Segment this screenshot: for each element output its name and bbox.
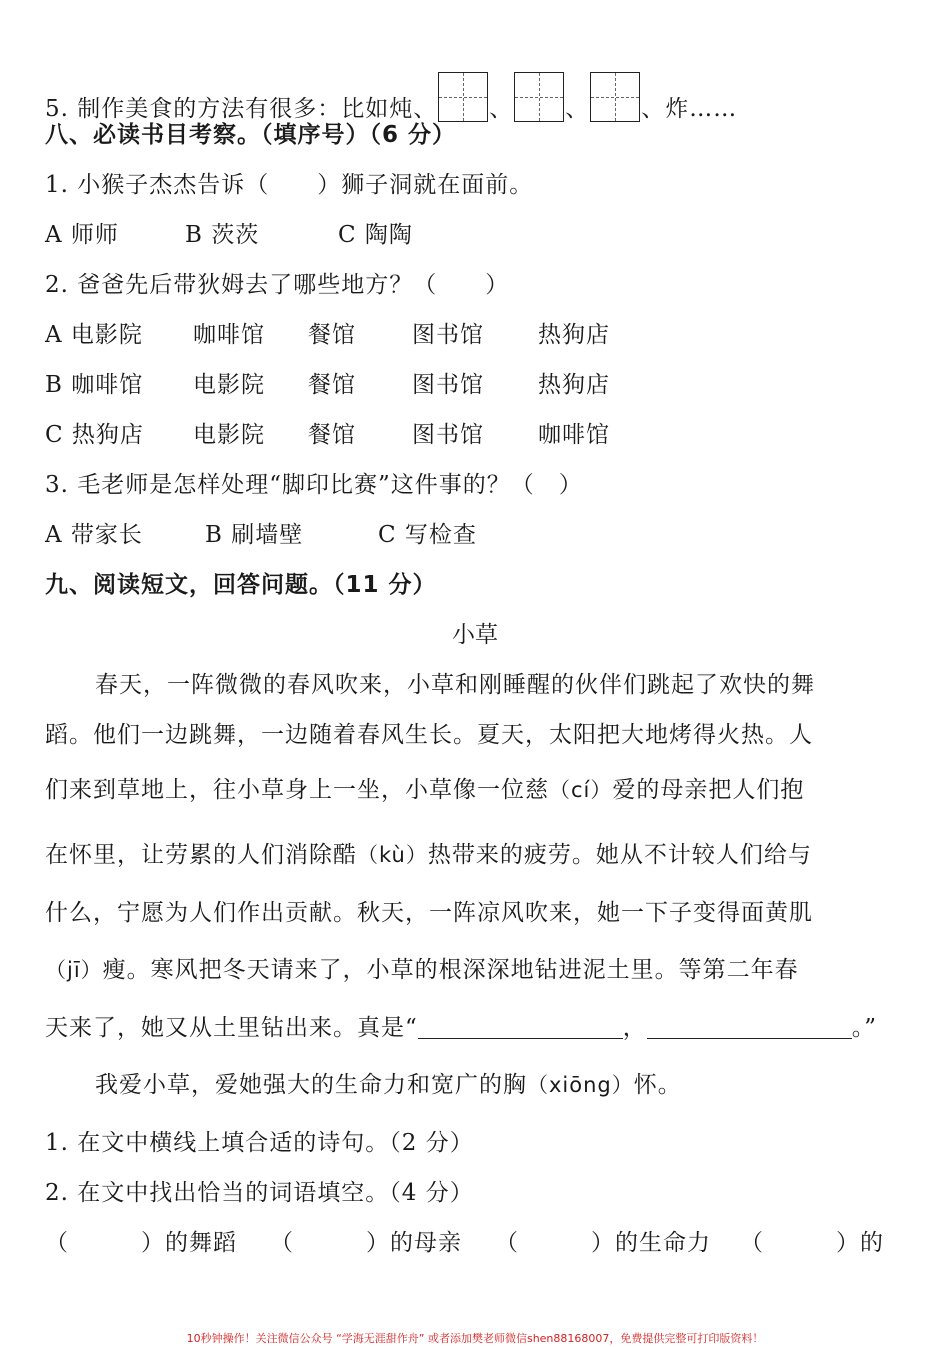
poem-blank-2[interactable]	[647, 1014, 852, 1039]
passage-line: 什么，宁愿为人们作出贡献。秋天，一阵凉风吹来，她一下子变得面黄肌	[45, 900, 813, 926]
fill-blank-mother[interactable]: （ ）的母亲	[270, 1230, 462, 1256]
passage-line: 蹈。他们一边跳舞，一边随着春风生长。夏天，太阳把大地烤得火热。人	[45, 722, 813, 748]
q5-suffix: 、炸……	[641, 96, 738, 122]
s8-q3-option-c[interactable]: C 写检查	[378, 522, 477, 548]
pinyin-xiong: （xiōng）	[527, 1073, 634, 1097]
s8-q2-cell: 图书馆	[412, 372, 484, 398]
question-5	[45, 72, 737, 124]
s8-q2-cell: 热狗店	[538, 322, 610, 348]
s8-q2-cell: B 咖啡馆	[45, 372, 144, 398]
passage-line: 我爱小草，爱她强大的生命力和宽广的胸（xiōng）怀。	[95, 1072, 682, 1098]
poem-blank-1[interactable]	[418, 1014, 623, 1039]
fill-blank-4[interactable]: （ ）的	[740, 1230, 884, 1256]
s9-question-1: 1. 在文中横线上填合适的诗句。（2 分）	[45, 1130, 474, 1156]
s8-q2-cell: 电影院	[193, 372, 265, 398]
s8-q2-cell: 餐馆	[308, 372, 356, 398]
passage-line: 在怀里，让劳累的人们消除酷（kù）热带来的疲劳。她从不计较人们给与	[45, 842, 812, 868]
q5-prefix: 5. 制作美食的方法有很多：比如炖、	[45, 96, 438, 122]
q5-sep: 、	[489, 96, 514, 122]
s9-question-2: 2. 在文中找出恰当的词语填空。（4 分）	[45, 1180, 474, 1206]
s8-q3-option-b[interactable]: B 刷墙壁	[205, 522, 304, 548]
s8-q1-option-a[interactable]: A 师师	[45, 222, 119, 248]
s8-q2-cell: 电影院	[193, 422, 265, 448]
s8-q1-option-b[interactable]: B 茨茨	[185, 222, 260, 248]
section-8-heading: 八、必读书目考察。（填序号）（6 分）	[45, 122, 457, 148]
passage-line: 们来到草地上，往小草身上一坐，小草像一位慈（cí）爱的母亲把人们抱	[45, 777, 805, 803]
pinyin-ji: （jī）	[45, 958, 103, 982]
pinyin-ci: （cí）	[549, 778, 613, 802]
passage-line: 天来了，她又从土里钻出来。真是“ ， 。”	[45, 1015, 878, 1041]
s8-q2-cell: 热狗店	[538, 372, 610, 398]
s8-question-2: 2. 爸爸先后带狄姆去了哪些地方？（ ）	[45, 272, 510, 298]
passage-title: 小草	[452, 622, 498, 648]
s8-q2-cell: 餐馆	[308, 422, 356, 448]
s8-q2-cell: 图书馆	[412, 422, 484, 448]
pinyin-ku: （kù）	[357, 843, 428, 867]
s8-q2-cell: 图书馆	[412, 322, 484, 348]
passage-line: （jī）瘦。寒风把冬天请来了，小草的根深深地钻进泥土里。等第二年春	[45, 957, 799, 983]
s8-q2-cell: 咖啡馆	[193, 322, 265, 348]
s8-question-3: 3. 毛老师是怎样处理“脚印比赛”这件事的？（ ）	[45, 472, 583, 498]
s8-q2-cell: 咖啡馆	[538, 422, 610, 448]
passage-line: 春天，一阵微微的春风吹来，小草和刚睡醒的伙伴们跳起了欢快的舞	[95, 672, 815, 698]
q5-sep: 、	[565, 96, 590, 122]
char-box[interactable]	[514, 72, 564, 122]
s8-q2-cell: C 热狗店	[45, 422, 144, 448]
section-9-heading: 九、阅读短文，回答问题。（11 分）	[45, 572, 437, 598]
s8-question-1: 1. 小猴子杰杰告诉（ ）狮子洞就在面前。	[45, 172, 534, 198]
fill-blank-dance[interactable]: （ ）的舞蹈	[45, 1230, 237, 1256]
footer-notice: 10秒钟操作！关注微信公众号 “学海无涯甜作舟” 或者添加樊老师微信shen88168007，免费提供完整可打印版资料！	[186, 1332, 764, 1345]
s8-q2-cell: A 电影院	[45, 322, 143, 348]
s8-q1-option-c[interactable]: C 陶陶	[338, 222, 413, 248]
char-box[interactable]	[438, 72, 488, 122]
fill-blank-vitality[interactable]: （ ）的生命力	[495, 1230, 711, 1256]
s8-q3-option-a[interactable]: A 带家长	[45, 522, 143, 548]
s8-q2-cell: 餐馆	[308, 322, 356, 348]
char-box[interactable]	[590, 72, 640, 122]
